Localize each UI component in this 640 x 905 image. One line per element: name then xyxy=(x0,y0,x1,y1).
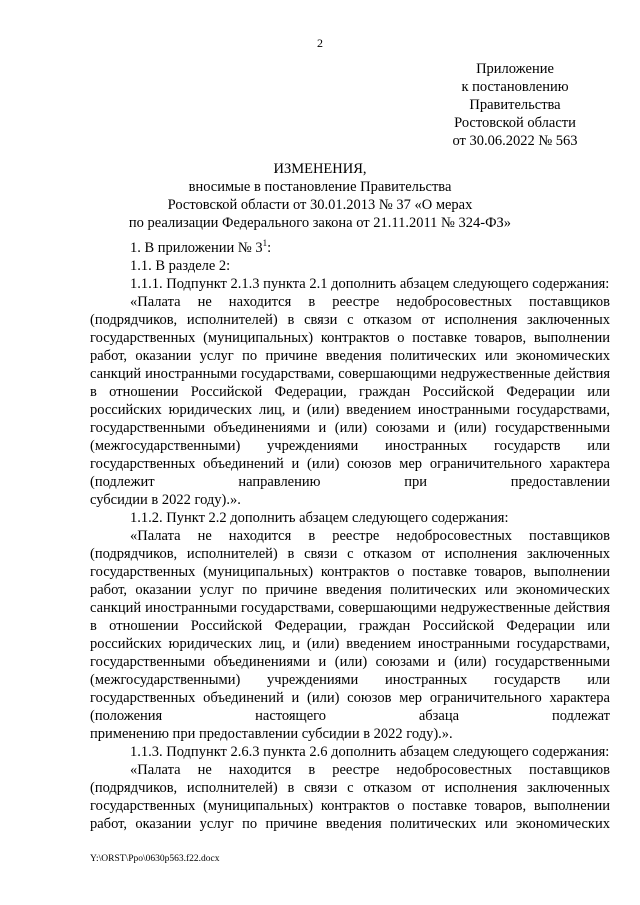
quote-1: «Палата не находится в реестре недобросовестных поставщиков (подрядчиков, исполнителей) в связи с отказом от исполнения заключенных государственных (муниципальных) контрактов о поставке товаров, выполнении работ, оказании услуг по причине введения политических или экономических санкций иностранными государствами, совершающими недружественные действия в отношении Российской Федерации, граждан Российской Федерации или российских юридических лиц, и (или) введением иностранными государствами, государственными объединениями и (или) союзами и (или) государственными (межгосударственными) учреждениями иностранных государств или государственных объединений и (или) союзов мер ограничительного характера (подлежит направлению при предоставлении xyxy=(90,294,610,490)
quote-2-end: применению при предоставлении субсидии в 2022 году).». xyxy=(90,726,453,742)
paragraph-text: 1. В приложении № 3 xyxy=(130,240,263,256)
quote-2: «Палата не находится в реестре недобросовестных поставщиков (подрядчиков, исполнителей) в связи с отказом от исполнения заключенных государственных (муниципальных) контрактов о поставке товаров, выполнении работ, оказании услуг по причине введения политических или экономических санкций иностранными государствами, совершающими недружественные действия в отношении Российской Федерации, граждан Российской Федерации или российских юридических лиц, и (или) введением иностранными государствами, государственными объединениями и (или) союзами и (или) государственными (межгосударственными) учреждениями иностранных государств или государственных объединений и (или) союзов мер ограничительного характера (положения настоящего абзаца подлежат xyxy=(90,528,610,724)
paragraph-1-1-1: 1.1.1. Подпункт 2.1.3 пункта 2.1 дополнить абзацем следующего содержания: xyxy=(130,276,610,292)
footnote-mark: 1 xyxy=(262,238,268,249)
title-line: Ростовской области от 30.01.2013 № 37 «О мерах xyxy=(167,197,473,213)
page-number: 2 xyxy=(317,36,323,50)
document-title xyxy=(80,160,560,232)
paragraph-1-1-2: 1.1.2. Пункт 2.2 дополнить абзацем следующего содержания: xyxy=(130,510,509,526)
appendix-line: к постановлению xyxy=(461,79,569,95)
paragraph-1-1: 1.1. В разделе 2: xyxy=(130,258,231,274)
title-heading: ИЗМЕНЕНИЯ, xyxy=(273,161,367,177)
quote-1-end: субсидии в 2022 году).». xyxy=(90,492,241,508)
file-path-footer: Y:\ORST\Ppo\0630p563.f22.docx xyxy=(90,854,220,864)
appendix-line: Приложение xyxy=(476,61,554,77)
title-line: вносимые в постановление Правительства xyxy=(188,179,452,195)
paragraph-1 xyxy=(90,239,610,257)
title-line: по реализации Федерального закона от 21.11.2011 № 324-ФЗ» xyxy=(128,215,512,231)
paragraph-1-1-3: 1.1.3. Подпункт 2.6.3 пункта 2.6 дополнить абзацем следующего содержания: xyxy=(130,744,610,760)
quote-3: «Палата не находится в реестре недобросовестных поставщиков (подрядчиков, исполнителей) в связи с отказом от исполнения заключенных государственных (муниципальных) контрактов о поставке товаров, выполнении работ, оказании услуг по причине введения политических или экономических xyxy=(90,762,610,832)
paragraph-text: : xyxy=(267,240,272,256)
appendix-line: Правительства xyxy=(469,97,561,113)
appendix-line: Ростовской области xyxy=(454,115,576,131)
document-body xyxy=(90,239,610,833)
appendix-line: от 30.06.2022 № 563 xyxy=(452,133,578,149)
appendix-block xyxy=(430,60,600,150)
